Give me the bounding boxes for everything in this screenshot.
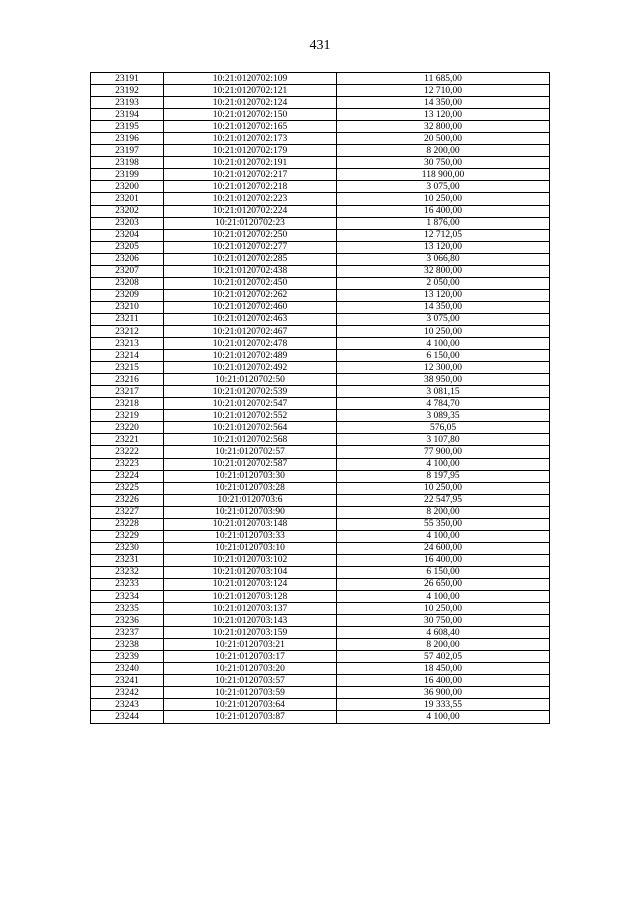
value-cell: 8 200,00	[337, 506, 550, 518]
table-row	[91, 603, 550, 615]
value-cell: 118 900,00	[337, 169, 550, 181]
value-cell: 4 100,00	[337, 591, 550, 603]
table-row	[91, 422, 550, 434]
cadastral-number-cell: 10:21:0120703:20	[164, 663, 337, 675]
row-number-cell: 23236	[91, 615, 164, 627]
cadastral-number-cell: 10:21:0120703:102	[164, 554, 337, 566]
row-number-cell: 23191	[91, 73, 164, 85]
row-number-cell: 23224	[91, 470, 164, 482]
row-number-cell: 23226	[91, 494, 164, 506]
table-row	[91, 386, 550, 398]
value-cell: 12 300,00	[337, 362, 550, 374]
table-row	[91, 542, 550, 554]
table-row	[91, 470, 550, 482]
row-number-cell: 23202	[91, 205, 164, 217]
row-number-cell: 23218	[91, 398, 164, 410]
row-number-cell: 23208	[91, 277, 164, 289]
row-number-cell: 23207	[91, 265, 164, 277]
table-row	[91, 217, 550, 229]
cadastral-number-cell: 10:21:0120702:250	[164, 229, 337, 241]
value-cell: 576,05	[337, 422, 550, 434]
cadastral-number-cell: 10:21:0120702:23	[164, 217, 337, 229]
cadastral-number-cell: 10:21:0120702:165	[164, 121, 337, 133]
table-row	[91, 241, 550, 253]
row-number-cell: 23210	[91, 301, 164, 313]
table-row	[91, 205, 550, 217]
row-number-cell: 23204	[91, 229, 164, 241]
cadastral-number-cell: 10:21:0120702:124	[164, 97, 337, 109]
value-cell: 16 400,00	[337, 554, 550, 566]
row-number-cell: 23214	[91, 350, 164, 362]
table-row	[91, 663, 550, 675]
cadastral-number-cell: 10:21:0120702:173	[164, 133, 337, 145]
value-cell: 30 750,00	[337, 157, 550, 169]
table-row	[91, 578, 550, 590]
cadastral-number-cell: 10:21:0120703:30	[164, 470, 337, 482]
row-number-cell: 23203	[91, 217, 164, 229]
value-cell: 13 120,00	[337, 241, 550, 253]
cadastral-number-cell: 10:21:0120702:277	[164, 241, 337, 253]
table-row	[91, 458, 550, 470]
row-number-cell: 23206	[91, 253, 164, 265]
cadastral-number-cell: 10:21:0120702:262	[164, 289, 337, 301]
table-row	[91, 325, 550, 337]
cadastral-number-cell: 10:21:0120702:191	[164, 157, 337, 169]
row-number-cell: 23201	[91, 193, 164, 205]
cadastral-number-cell: 10:21:0120702:587	[164, 458, 337, 470]
cadastral-number-cell: 10:21:0120703:6	[164, 494, 337, 506]
row-number-cell: 23239	[91, 651, 164, 663]
table-row	[91, 265, 550, 277]
cadastral-number-cell: 10:21:0120703:104	[164, 566, 337, 578]
table-body	[91, 73, 550, 724]
value-cell: 11 685,00	[337, 73, 550, 85]
table-row	[91, 301, 550, 313]
value-cell: 10 250,00	[337, 603, 550, 615]
value-cell: 4 608,40	[337, 627, 550, 639]
value-cell: 3 107,80	[337, 434, 550, 446]
table-row	[91, 615, 550, 627]
value-cell: 2 050,00	[337, 277, 550, 289]
cadastral-number-cell: 10:21:0120702:121	[164, 85, 337, 97]
cadastral-number-cell: 10:21:0120702:285	[164, 253, 337, 265]
table-row	[91, 699, 550, 711]
value-cell: 55 350,00	[337, 518, 550, 530]
table-row	[91, 651, 550, 663]
value-cell: 32 800,00	[337, 121, 550, 133]
cadastral-number-cell: 10:21:0120703:159	[164, 627, 337, 639]
row-number-cell: 23227	[91, 506, 164, 518]
row-number-cell: 23223	[91, 458, 164, 470]
value-cell: 77 900,00	[337, 446, 550, 458]
cadastral-number-cell: 10:21:0120702:50	[164, 374, 337, 386]
table-row	[91, 506, 550, 518]
row-number-cell: 23242	[91, 687, 164, 699]
value-cell: 24 600,00	[337, 542, 550, 554]
row-number-cell: 23238	[91, 639, 164, 651]
table-row	[91, 277, 550, 289]
cadastral-number-cell: 10:21:0120702:547	[164, 398, 337, 410]
row-number-cell: 23230	[91, 542, 164, 554]
value-cell: 3 066,80	[337, 253, 550, 265]
row-number-cell: 23209	[91, 289, 164, 301]
table-row	[91, 687, 550, 699]
cadastral-number-cell: 10:21:0120703:17	[164, 651, 337, 663]
cadastral-number-cell: 10:21:0120703:21	[164, 639, 337, 651]
table-row	[91, 253, 550, 265]
cadastral-number-cell: 10:21:0120702:552	[164, 410, 337, 422]
value-cell: 19 333,55	[337, 699, 550, 711]
table-row	[91, 639, 550, 651]
value-cell: 8 200,00	[337, 639, 550, 651]
table-row	[91, 145, 550, 157]
row-number-cell: 23235	[91, 603, 164, 615]
row-number-cell: 23231	[91, 554, 164, 566]
value-cell: 6 150,00	[337, 566, 550, 578]
row-number-cell: 23243	[91, 699, 164, 711]
cadastral-number-cell: 10:21:0120703:59	[164, 687, 337, 699]
row-number-cell: 23228	[91, 518, 164, 530]
cadastral-number-cell: 10:21:0120702:223	[164, 193, 337, 205]
value-cell: 57 402,05	[337, 651, 550, 663]
value-cell: 1 876,00	[337, 217, 550, 229]
row-number-cell: 23241	[91, 675, 164, 687]
cadastral-number-cell: 10:21:0120702:450	[164, 277, 337, 289]
table-row	[91, 398, 550, 410]
row-number-cell: 23193	[91, 97, 164, 109]
row-number-cell: 23200	[91, 181, 164, 193]
cadastral-number-cell: 10:21:0120702:438	[164, 265, 337, 277]
cadastral-number-cell: 10:21:0120703:128	[164, 591, 337, 603]
row-number-cell: 23229	[91, 530, 164, 542]
table-row	[91, 410, 550, 422]
value-cell: 36 900,00	[337, 687, 550, 699]
row-number-cell: 23211	[91, 313, 164, 325]
value-cell: 4 100,00	[337, 711, 550, 723]
table-row	[91, 121, 550, 133]
cadastral-number-cell: 10:21:0120702:217	[164, 169, 337, 181]
value-cell: 4 100,00	[337, 338, 550, 350]
cadastral-number-cell: 10:21:0120702:489	[164, 350, 337, 362]
table-row	[91, 675, 550, 687]
value-cell: 16 400,00	[337, 205, 550, 217]
table-row	[91, 133, 550, 145]
value-cell: 20 500,00	[337, 133, 550, 145]
cadastral-number-cell: 10:21:0120703:57	[164, 675, 337, 687]
table-row	[91, 313, 550, 325]
value-cell: 30 750,00	[337, 615, 550, 627]
row-number-cell: 23216	[91, 374, 164, 386]
cadastral-number-cell: 10:21:0120702:109	[164, 73, 337, 85]
row-number-cell: 23240	[91, 663, 164, 675]
row-number-cell: 23196	[91, 133, 164, 145]
row-number-cell: 23220	[91, 422, 164, 434]
value-cell: 16 400,00	[337, 675, 550, 687]
cadastral-number-cell: 10:21:0120703:33	[164, 530, 337, 542]
table-row	[91, 518, 550, 530]
value-cell: 3 075,00	[337, 313, 550, 325]
value-cell: 4 100,00	[337, 530, 550, 542]
table-row	[91, 73, 550, 85]
value-cell: 6 150,00	[337, 350, 550, 362]
table-row	[91, 530, 550, 542]
cadastral-number-cell: 10:21:0120703:64	[164, 699, 337, 711]
value-cell: 3 081,15	[337, 386, 550, 398]
cadastral-number-cell: 10:21:0120703:10	[164, 542, 337, 554]
value-cell: 10 250,00	[337, 325, 550, 337]
table-row	[91, 591, 550, 603]
row-number-cell: 23212	[91, 325, 164, 337]
value-cell: 32 800,00	[337, 265, 550, 277]
cadastral-number-cell: 10:21:0120702:492	[164, 362, 337, 374]
row-number-cell: 23217	[91, 386, 164, 398]
table-row	[91, 374, 550, 386]
row-number-cell: 23244	[91, 711, 164, 723]
table-row	[91, 289, 550, 301]
table-row	[91, 169, 550, 181]
row-number-cell: 23234	[91, 591, 164, 603]
value-cell: 3 075,00	[337, 181, 550, 193]
value-cell: 13 120,00	[337, 289, 550, 301]
row-number-cell: 23213	[91, 338, 164, 350]
value-cell: 13 120,00	[337, 109, 550, 121]
cadastral-number-cell: 10:21:0120703:90	[164, 506, 337, 518]
cadastral-number-cell: 10:21:0120703:137	[164, 603, 337, 615]
cadastral-number-cell: 10:21:0120702:224	[164, 205, 337, 217]
cadastral-value-table	[90, 72, 550, 724]
value-cell: 3 089,35	[337, 410, 550, 422]
row-number-cell: 23232	[91, 566, 164, 578]
cadastral-number-cell: 10:21:0120703:28	[164, 482, 337, 494]
value-cell: 10 250,00	[337, 193, 550, 205]
cadastral-number-cell: 10:21:0120702:564	[164, 422, 337, 434]
table-row	[91, 494, 550, 506]
cadastral-number-cell: 10:21:0120703:124	[164, 578, 337, 590]
table-row	[91, 157, 550, 169]
row-number-cell: 23222	[91, 446, 164, 458]
row-number-cell: 23198	[91, 157, 164, 169]
value-cell: 12 712,05	[337, 229, 550, 241]
value-cell: 18 450,00	[337, 663, 550, 675]
table-row	[91, 229, 550, 241]
row-number-cell: 23195	[91, 121, 164, 133]
cadastral-number-cell: 10:21:0120702:467	[164, 325, 337, 337]
table-row	[91, 434, 550, 446]
row-number-cell: 23192	[91, 85, 164, 97]
value-cell: 14 350,00	[337, 301, 550, 313]
row-number-cell: 23225	[91, 482, 164, 494]
cadastral-number-cell: 10:21:0120702:57	[164, 446, 337, 458]
table-row	[91, 350, 550, 362]
table-row	[91, 711, 550, 723]
table-row	[91, 85, 550, 97]
table-row	[91, 338, 550, 350]
table-row	[91, 627, 550, 639]
row-number-cell: 23233	[91, 578, 164, 590]
row-number-cell: 23215	[91, 362, 164, 374]
table-row	[91, 362, 550, 374]
cadastral-number-cell: 10:21:0120702:179	[164, 145, 337, 157]
value-cell: 22 547,95	[337, 494, 550, 506]
value-cell: 4 100,00	[337, 458, 550, 470]
value-cell: 14 350,00	[337, 97, 550, 109]
cadastral-number-cell: 10:21:0120702:218	[164, 181, 337, 193]
value-cell: 4 784,70	[337, 398, 550, 410]
table-row	[91, 554, 550, 566]
cadastral-number-cell: 10:21:0120702:539	[164, 386, 337, 398]
cadastral-number-cell: 10:21:0120702:478	[164, 338, 337, 350]
value-cell: 38 950,00	[337, 374, 550, 386]
table-row	[91, 566, 550, 578]
row-number-cell: 23194	[91, 109, 164, 121]
table-row	[91, 181, 550, 193]
row-number-cell: 23221	[91, 434, 164, 446]
cadastral-number-cell: 10:21:0120703:143	[164, 615, 337, 627]
cadastral-number-cell: 10:21:0120702:568	[164, 434, 337, 446]
value-cell: 8 197,95	[337, 470, 550, 482]
row-number-cell: 23197	[91, 145, 164, 157]
row-number-cell: 23219	[91, 410, 164, 422]
cadastral-number-cell: 10:21:0120703:87	[164, 711, 337, 723]
value-cell: 8 200,00	[337, 145, 550, 157]
cadastral-number-cell: 10:21:0120702:460	[164, 301, 337, 313]
table-row	[91, 193, 550, 205]
value-cell: 26 650,00	[337, 578, 550, 590]
value-cell: 12 710,00	[337, 85, 550, 97]
table-row	[91, 109, 550, 121]
row-number-cell: 23237	[91, 627, 164, 639]
row-number-cell: 23199	[91, 169, 164, 181]
table-row	[91, 446, 550, 458]
cadastral-number-cell: 10:21:0120702:463	[164, 313, 337, 325]
cadastral-number-cell: 10:21:0120703:148	[164, 518, 337, 530]
row-number-cell: 23205	[91, 241, 164, 253]
table-row	[91, 97, 550, 109]
page-number: 431	[309, 38, 331, 53]
cadastral-number-cell: 10:21:0120702:150	[164, 109, 337, 121]
table-row	[91, 482, 550, 494]
value-cell: 10 250,00	[337, 482, 550, 494]
